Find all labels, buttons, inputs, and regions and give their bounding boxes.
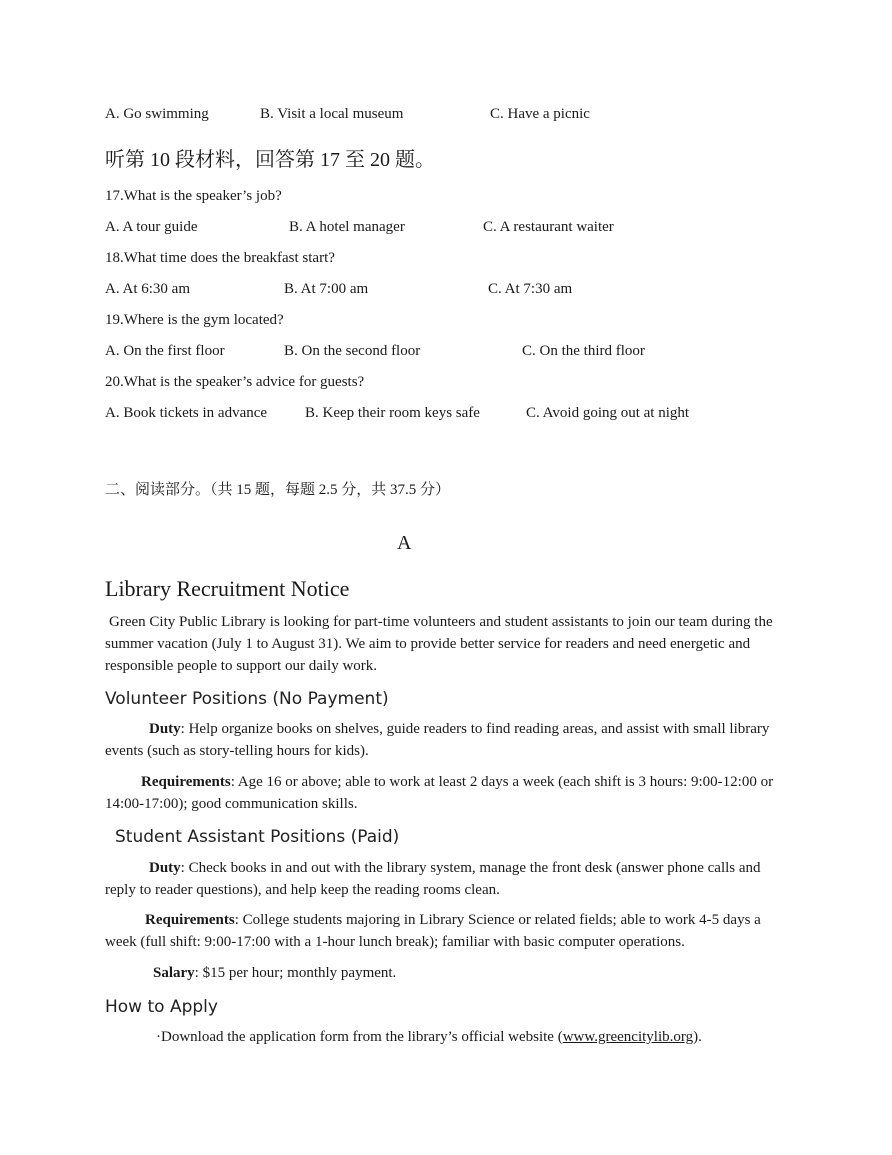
student-salary xyxy=(153,963,396,983)
question-20-option-b: B. Keep their room keys safe xyxy=(305,405,480,421)
q16-option-b: B. Visit a local museum xyxy=(260,106,404,122)
volunteer-requirements xyxy=(105,771,785,815)
question-20-option-a: A. Book tickets in advance xyxy=(105,405,268,421)
passage-letter: A xyxy=(397,532,412,554)
volunteer-duty-text: : Help organize books on shelves, guide readers to find reading areas, and assist with small library events (such as story-telling hours for kids). xyxy=(105,721,770,759)
question-17-option-b: B. A hotel manager xyxy=(289,219,405,235)
question-17-option-c: C. A restaurant waiter xyxy=(483,219,614,235)
volunteer-requirements-label: Requirements xyxy=(141,774,231,790)
q16-option-c: C. Have a picnic xyxy=(490,106,590,122)
student-duty-label: Duty xyxy=(149,860,181,876)
question-18-option-a: A. At 6:30 am xyxy=(105,281,190,297)
volunteer-heading: Volunteer Positions (No Payment) xyxy=(105,689,389,709)
question-19-option-c: C. On the third floor xyxy=(522,343,645,359)
question-19-option-b: B. On the second floor xyxy=(284,343,421,359)
student-duty xyxy=(105,857,785,901)
student-assistant-heading: Student Assistant Positions (Paid) xyxy=(115,827,400,847)
volunteer-duty-label: Duty xyxy=(149,721,181,737)
student-salary-label: Salary xyxy=(153,965,195,981)
volunteer-requirements-text: : Age 16 or above; able to work at least 2 days a week (each shift is 3 hours: 9:00-12:00 or 14:00-17:00); good communication skills. xyxy=(105,774,774,812)
notice-title: Library Recruitment Notice xyxy=(105,576,350,601)
question-18-option-c: C. At 7:30 am xyxy=(488,281,573,297)
question-17-stem: 17.What is the speaker’s job? xyxy=(105,188,282,204)
question-20-option-c: C. Avoid going out at night xyxy=(526,405,690,421)
student-requirements xyxy=(105,909,785,953)
apply-bullet: · xyxy=(156,1029,161,1045)
student-requirements-label: Requirements xyxy=(145,912,235,928)
listening-section-heading: 听第 10 段材料，回答第 17 至 20 题。 xyxy=(105,149,435,171)
student-salary-text: : $15 per hour; monthly payment. xyxy=(194,965,397,981)
how-to-apply-heading: How to Apply xyxy=(105,997,218,1017)
q16-option-a: A. Go swimming xyxy=(105,106,209,122)
apply-line-prefix: Download the application form from the library’s official website ( xyxy=(161,1029,563,1045)
student-duty-text: : Check books in and out with the library system, manage the front desk (answer phone calls and reply to reader questions), and help keep the reading rooms clean. xyxy=(105,860,761,898)
question-18-stem: 18.What time does the breakfast start? xyxy=(105,250,335,266)
apply-line-suffix: ). xyxy=(693,1029,702,1045)
library-website-link[interactable]: www.greencitylib.org xyxy=(562,1029,694,1045)
question-20-stem: 20.What is the speaker’s advice for guests? xyxy=(105,374,365,390)
reading-section-heading: 二、阅读部分。（共 15 题，每题 2.5 分，共 37.5 分） xyxy=(105,482,451,498)
question-19-stem: 19.Where is the gym located? xyxy=(105,312,284,328)
question-19-option-a: A. On the first floor xyxy=(105,343,225,359)
notice-intro: Green City Public Library is looking for part-time volunteers and student assistants to join our team during the summer vacation (July 1 to August 31). We aim to provide better service for readers and need energetic and responsible people to support our daily work. xyxy=(105,614,773,674)
apply-step-download xyxy=(156,1027,702,1047)
volunteer-duty xyxy=(105,718,785,762)
student-requirements-text: : College students majoring in Library Science or related fields; able to work 4-5 days a week (full shift: 9:00-17:00 with a 1-hour lunch break); familiar with basic computer operations. xyxy=(105,912,761,950)
question-18-option-b: B. At 7:00 am xyxy=(284,281,369,297)
question-17-option-a: A. A tour guide xyxy=(105,219,198,235)
